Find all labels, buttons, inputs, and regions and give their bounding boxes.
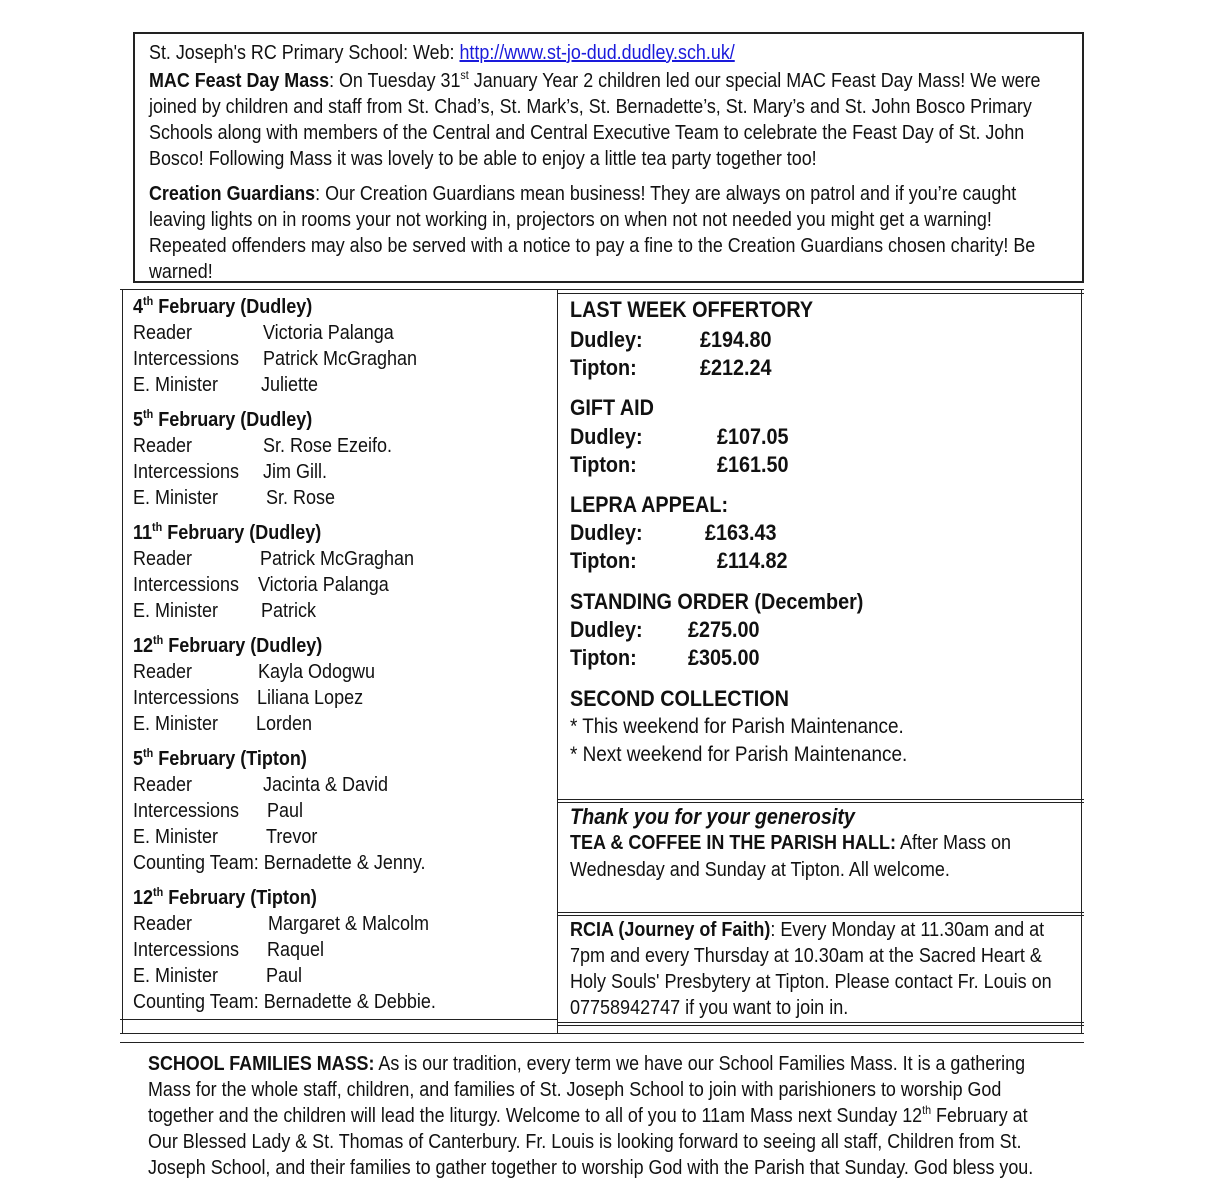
offertory-title: LAST WEEK OFFERTORY [570,297,814,322]
families-text-3a: together and the children will lead the liturgy. Welcome to all of you to 11am Mass next Sunday 12 [148,1105,923,1127]
schedule-role: E. Minister [133,713,219,735]
schedule-person: Trevor [266,826,318,848]
school-heading-text: St. Joseph's RC Primary School: Web: [149,42,460,64]
second-collection-title: SECOND COLLECTION [570,686,789,711]
schedule-heading [133,407,312,433]
cg-text-1: : Our Creation Guardians mean business! They are always on patrol and if you’re caught [315,183,1017,205]
schedule-person: Sr. Rose [266,487,336,509]
schedule-role: Reader [133,548,193,570]
schedule-heading-sup: th [143,746,154,760]
mac-paragraph-line-2: joined by children and staff from St. Chad’s, St. Mark’s, St. Bernadette’s, St. Mary’s and St. John Bosco Primary [149,96,1032,118]
schedule-heading-day: 4 [133,296,144,318]
schedule-heading-day: 5 [133,409,144,431]
schedule-role: E. Minister [133,600,219,622]
school-website-link[interactable]: http://www.st-jo-dud.dudley.sch.uk/ [459,42,735,64]
offertory-dudley-label: Dudley: [570,327,643,352]
schedule-role: Reader [133,435,193,457]
schedule-role: Reader [133,913,193,935]
standing-order-title: STANDING ORDER (December) [570,589,864,614]
ministry-schedule [120,290,560,1035]
schedule-role: E. Minister [133,826,219,848]
schedule-role: Reader [133,322,193,344]
schedule-role: Reader [133,774,193,796]
counting-team: Counting Team: Bernadette & Jenny. [133,852,426,874]
schedule-role: Intercessions [133,348,240,370]
schedule-person: Paul [267,800,304,822]
rcia-line-1 [570,917,1044,943]
families-title: SCHOOL FAMILIES MASS: [148,1053,375,1075]
rcia-bottom-border-b [557,1025,1084,1026]
lepra-title: LEPRA APPEAL: [570,492,729,517]
schedule-heading [133,746,307,772]
lepra-dudley-value: £163.43 [705,520,777,545]
cg-paragraph-line-3: Repeated offenders may also be served with a notice to pay a fine to the Creation Guardians chosen charity! Be [149,235,1036,257]
cg-paragraph-line-1 [149,181,1080,207]
giftaid-dudley-value: £107.05 [717,424,789,449]
mac-text-1b: January Year 2 children led our special MAC Feast Day Mass! We were [468,70,1041,92]
schedule-role: Intercessions [133,687,240,709]
schedule-person: Jacinta & David [263,774,389,796]
rcia-line-4: 07758942747 if you want to join in. [570,997,849,1019]
lepra-tipton-label: Tipton: [570,548,637,573]
offertory-tipton-value: £212.24 [700,355,772,380]
schedule-heading-rest: February (Tipton) [163,887,317,909]
schedule-person: Margaret & Malcolm [268,913,430,935]
schedule-person: Jim Gill. [263,461,327,483]
families-line-1 [148,1051,1025,1077]
standing-dudley-value: £275.00 [688,617,760,642]
offertory-tipton-label: Tipton: [570,355,637,380]
tea-text-1: After Mass on [895,832,1012,854]
schedule-heading [133,520,321,546]
schedule-heading-sup: th [143,294,154,308]
tea-line-1 [570,830,1011,857]
schedule-role: Intercessions [133,574,240,596]
school-news-box [133,32,1084,283]
schedule-person: Victoria Palanga [258,574,389,596]
rcia-text-1: : Every Monday at 11.30am and at [770,919,1045,941]
mac-paragraph-line-3: Schools along with members of the Central and Central Executive Team to celebrate the Feast Day of St. John [149,122,1025,144]
schedule-person: Victoria Palanga [263,322,394,344]
schedule-person: Paul [266,965,303,987]
cg-paragraph-line-2: leaving lights on in rooms your not working in, projectors on when not not needed you might get a warning! [149,209,992,231]
second-collection-line-1: * This weekend for Parish Maintenance. [570,715,904,738]
giftaid-title: GIFT AID [570,395,654,420]
mac-title: MAC Feast Day Mass [149,70,330,92]
schedule-heading-day: 11 [133,522,153,544]
cg-paragraph-line-4: warned! [149,261,213,283]
families-line-4: Our Blessed Lady & St. Thomas of Canterbury. Fr. Louis is looking forward to seeing all staff, Children from St. [148,1131,1022,1153]
schedule-role: Intercessions [133,939,240,961]
schedule-heading-sup: th [153,633,164,647]
mac-sup: st [460,68,469,82]
schedule-heading-sup: th [143,407,154,421]
lepra-dudley-label: Dudley: [570,520,643,545]
schedule-role: E. Minister [133,487,219,509]
rcia-title: RCIA (Journey of Faith) [570,919,771,941]
families-sup: th [922,1103,932,1117]
giftaid-tipton-value: £161.50 [717,452,789,477]
families-text-1: As is our tradition, every term we have our School Families Mass. It is a gathering [374,1053,1026,1075]
finance-panel [557,290,1084,1023]
school-heading [149,40,1080,66]
schedule-person: Patrick McGraghan [263,348,418,370]
schedule-role: Intercessions [133,461,240,483]
schedule-heading-rest: February (Dudley) [163,635,323,657]
tea-line-2: Wednesday and Sunday at Tipton. All welcome. [570,859,950,881]
lepra-tipton-value: £114.82 [717,548,788,573]
mac-paragraph-line-4: Bosco! Following Mass it was lovely to be able to enjoy a little tea party together too! [149,148,817,170]
schedule-heading-rest: February (Dudley) [153,296,313,318]
schedule-heading-sup: th [153,885,164,899]
counting-team: Counting Team: Bernadette & Debbie. [133,991,436,1013]
tea-title: TEA & COFFEE IN THE PARISH HALL: [570,832,896,854]
giftaid-tipton-label: Tipton: [570,452,637,477]
schedule-heading [133,294,312,320]
thanks-title: Thank you for your generosity [570,804,855,829]
schedule-role: E. Minister [133,965,219,987]
schedule-heading-sup: th [152,520,163,534]
schedule-role: Reader [133,661,193,683]
standing-dudley-label: Dudley: [570,617,643,642]
cg-title: Creation Guardians [149,183,316,205]
families-line-5: Joseph School, and their families to gather together to worship God with the Parish that Sunday. God bless you. [148,1157,1034,1179]
schedule-heading-day: 12 [133,635,154,657]
families-line-3 [148,1103,1028,1129]
schedule-role: E. Minister [133,374,219,396]
mac-paragraph-line-1 [149,68,1080,94]
schedule-heading [133,885,317,911]
schedule-heading-rest: February (Dudley) [162,522,322,544]
families-line-2: Mass for the whole staff, children, and families of St. Joseph School to join with parishioners to worship God [148,1079,1002,1101]
schedule-heading-day: 5 [133,748,144,770]
schedule-person: Liliana Lopez [257,687,364,709]
schedule-heading-rest: February (Tipton) [153,748,307,770]
second-collection-line-2: * Next weekend for Parish Maintenance. [570,743,908,766]
mac-text-1a: : On Tuesday 31 [329,70,461,92]
schedule-person: Sr. Rose Ezeifo. [263,435,393,457]
families-text-3b: February at [931,1105,1028,1127]
standing-tipton-label: Tipton: [570,645,637,670]
schedule-person: Patrick [261,600,317,622]
schedule-heading-rest: February (Dudley) [153,409,313,431]
giftaid-dudley-label: Dudley: [570,424,643,449]
families-top-border [120,1042,1084,1043]
rcia-line-2: 7pm and every Thursday at 10.30am at the Sacred Heart & [570,945,1042,967]
schedule-role: Intercessions [133,800,240,822]
standing-tipton-value: £305.00 [688,645,760,670]
schedule-person: Raquel [267,939,325,961]
schedule-person: Kayla Odogwu [258,661,376,683]
schedule-heading [133,633,322,659]
schedule-person: Lorden [256,713,313,735]
schedule-person: Juliette [261,374,319,396]
schedule-person: Patrick McGraghan [260,548,415,570]
offertory-dudley-value: £194.80 [700,327,772,352]
rcia-line-3: Holy Souls' Presbytery at Tipton. Please contact Fr. Louis on [570,971,1052,993]
schedule-heading-day: 12 [133,887,154,909]
